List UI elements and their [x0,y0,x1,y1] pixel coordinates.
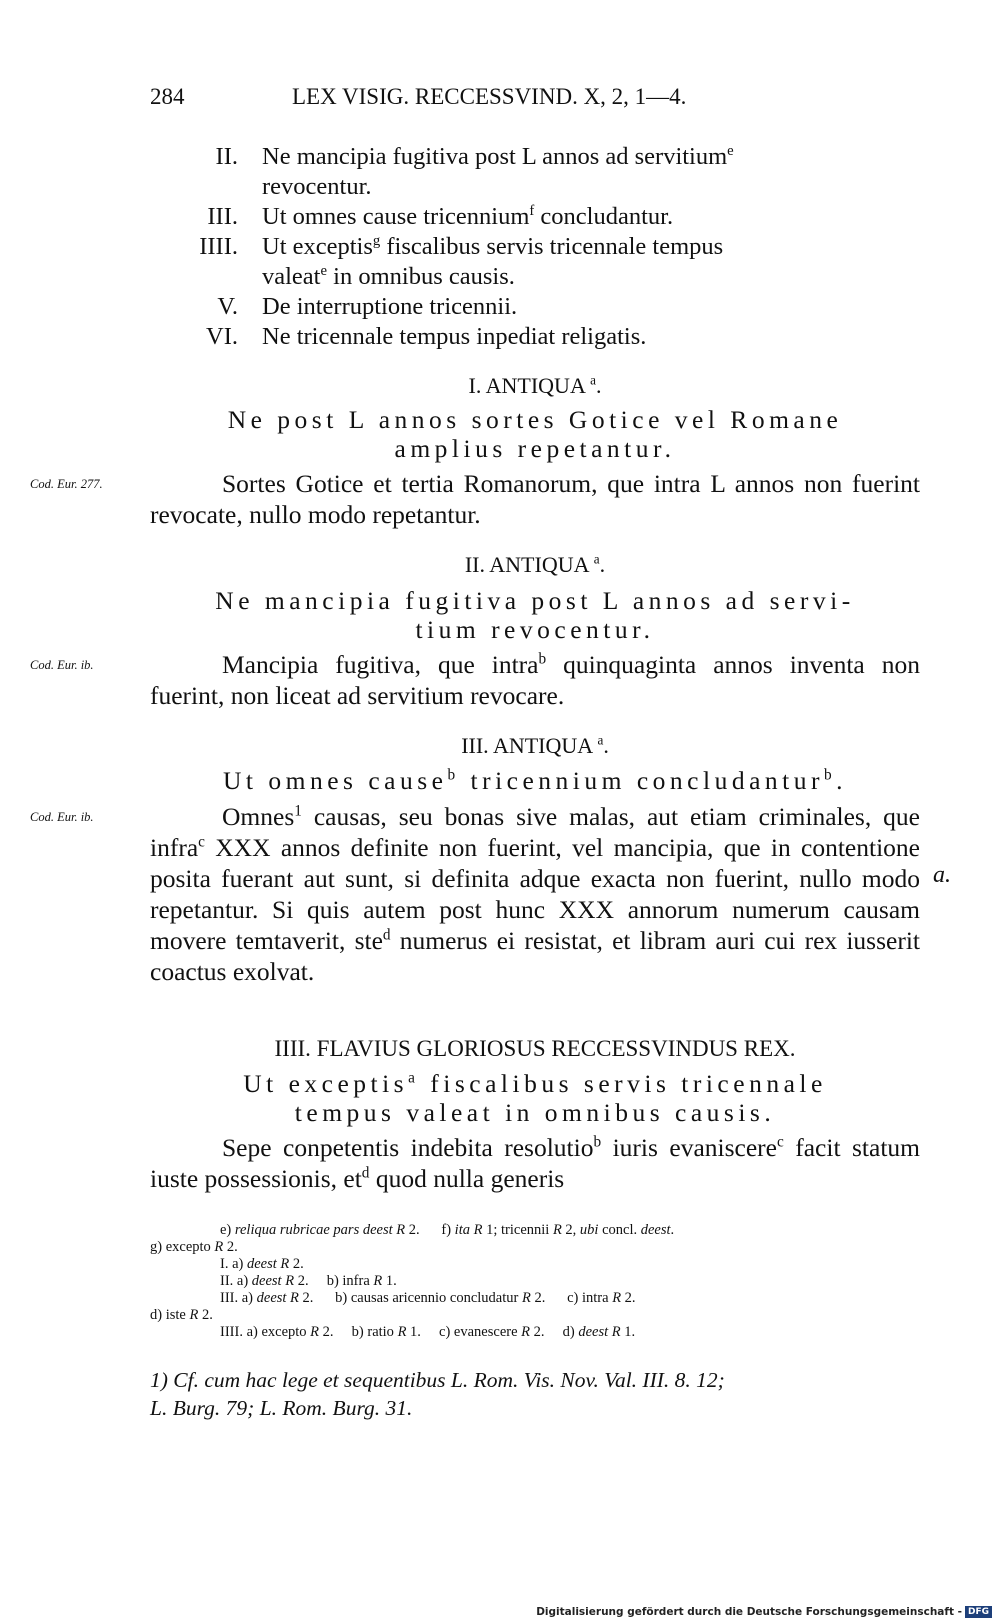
toc-entry-line: Ne tricennale tempus inpediat religatis. [262,323,647,350]
footnote-line: 1) Cf. cum hac lege et sequentibus L. Rom. Vis. Nov. Val. III. 8. 12; [150,1368,725,1392]
rubric-line: Ne mancipia fugitiva post L annos ad servi- [215,586,855,615]
toc-number: V. [217,293,238,320]
critical-apparatus [150,1222,920,1341]
rubric-line: amplius repetantur. [394,434,676,463]
source-reference: Cod. Eur. ib. [30,658,94,672]
section-heading-4: IIII. FLAVIUS GLORIOSUS RECCESSVINDUS REX. [274,1036,796,1061]
toc-number: III. [207,203,238,230]
stamp-text: Digitalisierung gefördert durch die Deutsche Forschungsgemeinschaft - [536,1606,962,1618]
footnote-line: L. Burg. 79; L. Rom. Burg. 31. [150,1396,413,1420]
toc-number: VI. [206,323,238,350]
running-title: LEX VISIG. RECCESSVIND. X, 2, 1—4. [292,84,687,109]
apparatus-line: IIII. a) excepto R 2. b) ratio R 1. c) evanescere R 2. d) deest R 1. [220,1324,636,1340]
apparatus-line: II. a) deest R 2. b) infra R 1. [220,1273,397,1289]
margin-note: a. [933,862,951,888]
rubric-line: Ut exceptis$^a$ fiscalibus servis tricennale [243,1069,827,1098]
source-reference: Cod. Eur. 277. [30,477,103,491]
apparatus-line: e) reliqua rubricae pars deest R 2. f) ita R 1; tricennii R 2, ubi concl. deest. [220,1222,675,1238]
digitization-stamp [536,1606,992,1618]
section-heading-1: I. ANTIQUA $^a$. [468,372,602,398]
law-text: Mancipia fugitiva, que intra$^b$ quinquaginta annos inventa non fuerint, non liceat ad servitium revocare. [150,650,920,710]
law-text: Omnes$^1$ causas, seu bonas sive malas, aut etiam criminales, que infra$^c$ XXX annos definite non fuerint, vel mancipia, que in contentione posita fuerant aut sunt, si definita adque exacta non fuerint, nullo modo repetantur. Si quis autem post hunc XXX annorum numerum causam movere temtaverit, ste$^d$ numerus ei resistat, et libram auri cui rex iusserit coactus exolvat. [150,802,920,986]
section-heading-2: II. ANTIQUA $^a$. [464,551,606,577]
footnote [150,1366,920,1422]
page-number: 284 [150,84,185,109]
toc-entry-line: Ut exceptis$^g$ fiscalibus servis tricennale tempus [262,232,724,260]
law-text: Sepe conpetentis indebita resolutio$^b$ iuris evaniscere$^c$ facit statum iuste possessionis, $et^d$ quod nulla generis [150,1133,920,1193]
apparatus-line: III. a) deest R 2. b) causas aricennio concludatur R 2. c) intra R 2. [220,1290,636,1306]
section-heading-3: III. ANTIQUA $^a$. [461,732,609,758]
toc-entry-line: revocentur. [262,173,372,200]
apparatus-line: g) excepto R 2. [150,1239,238,1255]
rubric-line: tempus valeat in omnibus causis. [294,1098,776,1127]
law-text: Sortes Gotice et tertia Romanorum, que intra L annos non fuerint revocate, nullo modo repetantur. [150,469,920,529]
toc-number: IIII. [199,233,238,260]
apparatus-line: d) iste R 2. [150,1307,213,1323]
toc-entry-line: Ne mancipia fugitiva post L annos ad servitium$^e$ [262,142,734,170]
toc-entry-line: De interruptione tricennii. [262,293,518,320]
rubric-line: tium revocentur. [415,615,655,644]
rubric-line: Ne post L annos sortes Gotice vel Romane [227,405,843,434]
toc-entry-line: valeat$^e$ in omnibus causis. [262,262,515,290]
dfg-logo: DFG [965,1606,992,1618]
apparatus-line: I. a) deest R 2. [220,1256,304,1272]
source-reference: Cod. Eur. ib. [30,810,94,824]
rubric-line: Ut omnes cause$^b$ tricennium concludantur$^b$. [223,766,847,795]
toc-number: II. [215,143,238,170]
toc-entry-line: Ut omnes cause tricennium$^f$ concludantur. [262,202,674,230]
